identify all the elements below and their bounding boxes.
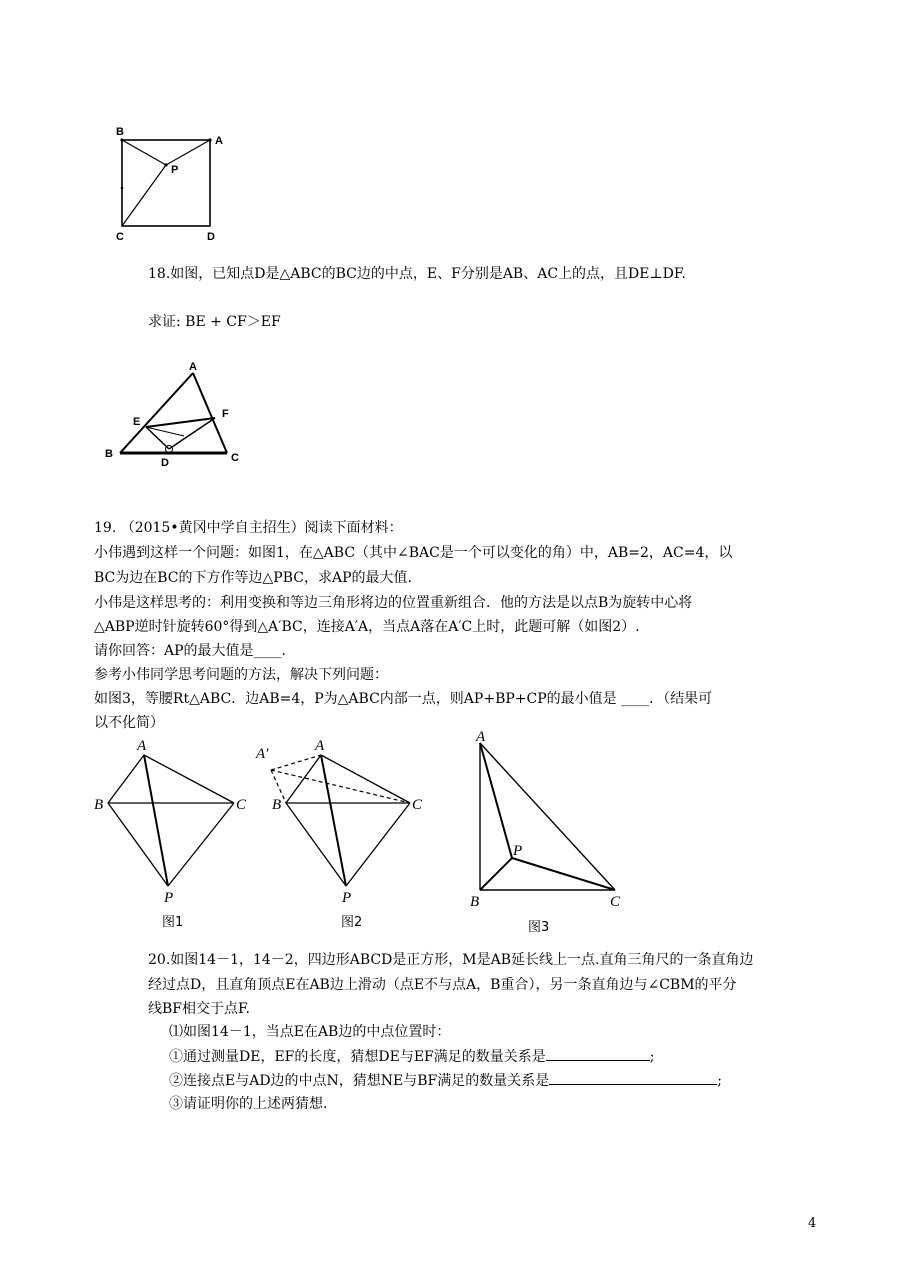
q19-line-3: BC为边在BC的下方作等边△PBC，求AP的最大值. [94, 570, 412, 586]
q19-line-7: 参考小伟同学思考问题的方法，解决下列问题： [94, 667, 388, 683]
caption-figure-2: 图2 [341, 915, 363, 930]
figure-square-p [108, 122, 228, 247]
fig2-label-a-prime: A′ [256, 746, 269, 762]
q18-statement: 18.如图，已知点D是△ABC的BC边的中点，E、F分别是AB、AC上的点，且DE⊥DF. [148, 266, 686, 282]
q20-line-3: 线BF相交于点F. [148, 1001, 250, 1017]
segment-ap [166, 140, 210, 165]
label-d: D [161, 457, 169, 469]
label-f: F [222, 408, 229, 420]
figure-triangle-def [100, 360, 250, 470]
q20-line-2: 经过点D，且直角顶点E在AB边上滑动（点E不与点A，B重合），另一条直角边与∠CBM的平分 [148, 977, 737, 993]
answer-blank-2[interactable] [549, 1072, 717, 1085]
fig2-label-c: C [412, 797, 423, 813]
figure-1 [94, 738, 247, 906]
q19-line-6: 请你回答：AP的最大值是____. [94, 643, 286, 659]
caption-figure-1: 图1 [162, 915, 184, 930]
answer-blank-1[interactable] [546, 1048, 650, 1061]
q19-line-9: 以不化简） [94, 715, 164, 731]
q20-sub-1: ⑴如图14－1，当点E在AB边的中点位置时： [169, 1024, 451, 1040]
fig3-label-a: A [476, 729, 486, 745]
fig3-label-p: P [513, 843, 523, 859]
square-outline [122, 140, 210, 226]
figure-19-group [88, 728, 648, 938]
q20-sub-2 [169, 1048, 654, 1065]
fig2-label-a: A [315, 738, 325, 754]
fig3-label-b: B [470, 894, 480, 910]
fig1-label-p: P [164, 890, 174, 906]
q20-sub-2-end: ; [649, 1049, 655, 1065]
q20-sub-3-text: ②连接点E与AD边的中点N，猜想NE与BF满足的数量关系是 [169, 1073, 550, 1089]
label-a: A [189, 361, 197, 373]
q19-line-8: 如图3，等腰Rt△ABC．边AB=4，P为△ABC内部一点，则AP+BP+CP的最小值是 ____．（结果可 [94, 691, 713, 707]
page-number: 4 [808, 1216, 817, 1231]
q18-prove: 求证: BE + CF＞EF [148, 314, 281, 330]
label-d: D [207, 231, 215, 243]
caption-figure-3: 图3 [528, 920, 550, 935]
label-a: A [215, 135, 223, 147]
segment-cp [122, 165, 166, 226]
fig2-label-p: P [342, 890, 352, 906]
fig1-label-a: A [137, 738, 147, 754]
q20-line-1: 20.如图14－1，14－2，四边形ABCD是正方形，M是AB延长线上一点.直角三角尺的一条直角边 [148, 952, 754, 968]
label-e: E [133, 416, 141, 428]
q19-line-1: 19. （2015•黄冈中学自主招生）阅读下面材料： [94, 520, 403, 536]
fig2-label-b: B [272, 797, 282, 813]
segment-ed [146, 427, 169, 449]
label-p: P [171, 164, 179, 176]
label-c: C [231, 452, 239, 464]
fig1-label-c: C [236, 797, 247, 813]
q19-line-5: △ABP逆时针旋转60°得到△A′BC，连接A′A，当点A落在A′C上时，此题可解（如图2）. [94, 619, 640, 635]
figure-3 [470, 729, 621, 910]
label-c: C [116, 231, 124, 243]
q20-sub-3 [169, 1072, 722, 1089]
fig3-label-c: C [610, 894, 621, 910]
label-b: B [116, 126, 124, 138]
q19-line-4: 小伟是这样思考的：利用变换和等边三角形将边的位置重新组合．他的方法是以点B为旋转中心将 [94, 595, 693, 611]
q20-sub-2-text: ①通过测量DE，EF的长度，猜想DE与EF满足的数量关系是 [169, 1049, 546, 1065]
q20-sub-4: ③请证明你的上述两猜想. [169, 1096, 328, 1112]
fig1-label-b: B [94, 797, 104, 813]
segment-bp [122, 140, 166, 165]
q20-sub-3-end: ; [717, 1073, 722, 1089]
label-b: B [105, 448, 113, 460]
figure-2 [255, 738, 423, 906]
q19-line-2: 小伟遇到这样一个问题：如图1，在△ABC（其中∠BAC是一个可以变化的角）中，AB=2，AC=4，以 [94, 545, 733, 561]
